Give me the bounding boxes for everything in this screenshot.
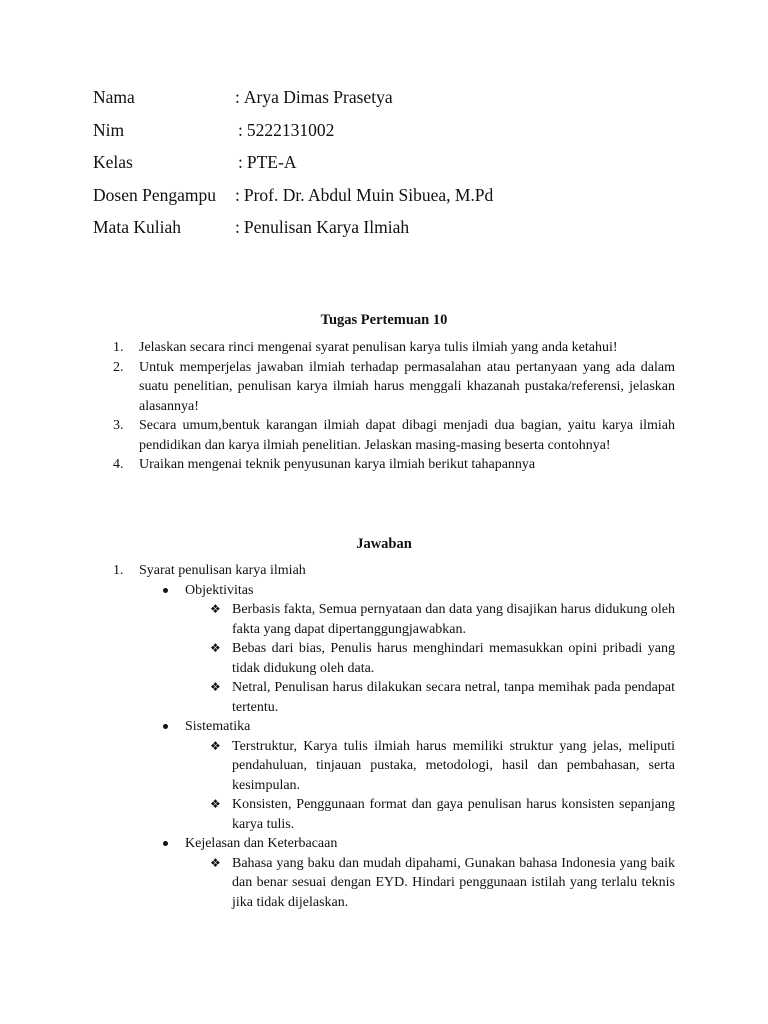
identity-value bbox=[235, 150, 296, 183]
identity-separator: : bbox=[235, 217, 240, 237]
identity-value bbox=[235, 85, 393, 118]
question-item bbox=[113, 358, 675, 417]
identity-row-name bbox=[93, 85, 693, 118]
answer-section-bullet bbox=[161, 581, 675, 601]
diamond-bullet-icon: ❖ bbox=[210, 797, 221, 811]
question-number: 3. bbox=[113, 418, 124, 433]
question-number: 4. bbox=[113, 457, 124, 472]
question-text: Uraikan mengenai teknik penyusunan karya ilmiah berikut tahapannya bbox=[139, 457, 536, 472]
answer-block bbox=[113, 561, 675, 912]
identity-value-text: Penulisan Karya Ilmiah bbox=[243, 217, 410, 237]
diamond-bullet-icon: ❖ bbox=[210, 641, 221, 655]
answer-point bbox=[210, 737, 675, 796]
identity-separator: : bbox=[238, 119, 243, 140]
answer-heading bbox=[113, 561, 675, 581]
question-item bbox=[113, 416, 675, 455]
identity-row-dosen bbox=[93, 183, 693, 216]
answer-section-bullet bbox=[161, 834, 675, 854]
bullet-dot-icon bbox=[161, 834, 185, 854]
answer-point bbox=[210, 795, 675, 834]
bullet-dot-icon bbox=[161, 581, 185, 601]
answer-point-text: Bebas dari bias, Penulis harus menghindari memasukkan opini pribadi yang tidak didukung oleh data. bbox=[232, 641, 675, 676]
answer-section-title: Kejelasan dan Keterbacaan bbox=[185, 836, 338, 851]
identity-value bbox=[235, 215, 409, 248]
diamond-bullet-icon: ❖ bbox=[210, 680, 221, 694]
identity-value-text: PTE-A bbox=[246, 152, 297, 172]
identity-value-text: 5222131002 bbox=[246, 119, 335, 140]
answer-title: Jawaban bbox=[356, 536, 412, 552]
identity-label: Mata Kuliah bbox=[93, 217, 181, 237]
answer-section-title: Sistematika bbox=[185, 719, 251, 734]
question-number: 2. bbox=[113, 359, 124, 375]
identity-label: Nama bbox=[93, 87, 135, 107]
question-text: Jelaskan secara rinci mengenai syarat penulisan karya tulis ilmiah yang anda ketahui! bbox=[139, 340, 618, 355]
answer-point-text: Bahasa yang baku dan mudah dipahami, Gunakan bahasa Indonesia yang baik dan benar sesuai dengan EYD. Hindari penggunaan istilah yang terlalu teknis jika tidak dijelaskan. bbox=[232, 855, 675, 910]
identity-row-kelas bbox=[93, 150, 693, 183]
diamond-bullet-icon: ❖ bbox=[210, 738, 221, 753]
answer-section-title: Objektivitas bbox=[185, 582, 254, 598]
assignment-title: Tugas Pertemuan 10 bbox=[320, 312, 448, 328]
answer-number: 1. bbox=[113, 563, 124, 578]
identity-separator: : bbox=[235, 87, 240, 107]
identity-value-text: Arya Dimas Prasetya bbox=[243, 87, 393, 107]
identity-block bbox=[93, 85, 693, 248]
answer-point bbox=[210, 854, 675, 913]
answer-point-text: Netral, Penulisan harus dilakukan secara netral, tanpa memihak pada pendapat tertentu. bbox=[232, 680, 675, 715]
identity-label: Kelas bbox=[93, 152, 133, 172]
answer-point-text: Berbasis fakta, Semua pernyataan dan data yang disajikan harus didukung oleh fakta yang dapat dipertanggungjawabkan. bbox=[232, 602, 675, 637]
answer-heading-text: Syarat penulisan karya ilmiah bbox=[139, 563, 306, 578]
identity-row-nim bbox=[93, 118, 693, 151]
question-number: 1. bbox=[113, 340, 124, 355]
identity-row-mata-kuliah bbox=[93, 215, 693, 248]
answer-point-text: Terstruktur, Karya tulis ilmiah harus memiliki struktur yang jelas, meliputi pendahuluan, tinjauan pustaka, metodologi, hasil dan pembahasan, serta kesimpulan. bbox=[232, 738, 675, 793]
identity-label: Dosen Pengampu bbox=[93, 184, 216, 205]
answer-point-text: Konsisten, Penggunaan format dan gaya penulisan harus konsisten sepanjang karya tulis. bbox=[232, 797, 675, 832]
identity-value-text: Prof. Dr. Abdul Muin Sibuea, M.Pd bbox=[243, 184, 494, 205]
answer-point bbox=[210, 639, 675, 678]
identity-separator: : bbox=[235, 184, 240, 205]
identity-label: Nim bbox=[93, 119, 125, 140]
question-item bbox=[113, 338, 675, 358]
identity-value bbox=[235, 118, 334, 151]
diamond-bullet-icon: ❖ bbox=[210, 602, 221, 616]
diamond-bullet-icon: ❖ bbox=[210, 855, 221, 870]
bullet-dot-icon bbox=[161, 717, 185, 737]
answer-point bbox=[210, 600, 675, 639]
answer-point bbox=[210, 678, 675, 717]
identity-separator: : bbox=[238, 152, 243, 172]
question-list bbox=[113, 338, 675, 475]
question-text: Untuk memperjelas jawaban ilmiah terhadap permasalahan atau pertanyaan yang ada dalam suatu penelitian, penulisan karya ilmiah harus menggali khazanah pustaka/referensi, jelaskan alasannya! bbox=[139, 359, 675, 414]
question-text: Secara umum,bentuk karangan ilmiah dapat dibagi menjadi dua bagian, yaitu karya ilmiah pendidikan dan karya ilmiah penelitian. Jelaskan masing-masing beserta contohnya! bbox=[139, 418, 675, 453]
answer-section-bullet bbox=[161, 717, 675, 737]
question-item bbox=[113, 455, 675, 475]
identity-value bbox=[235, 183, 493, 216]
